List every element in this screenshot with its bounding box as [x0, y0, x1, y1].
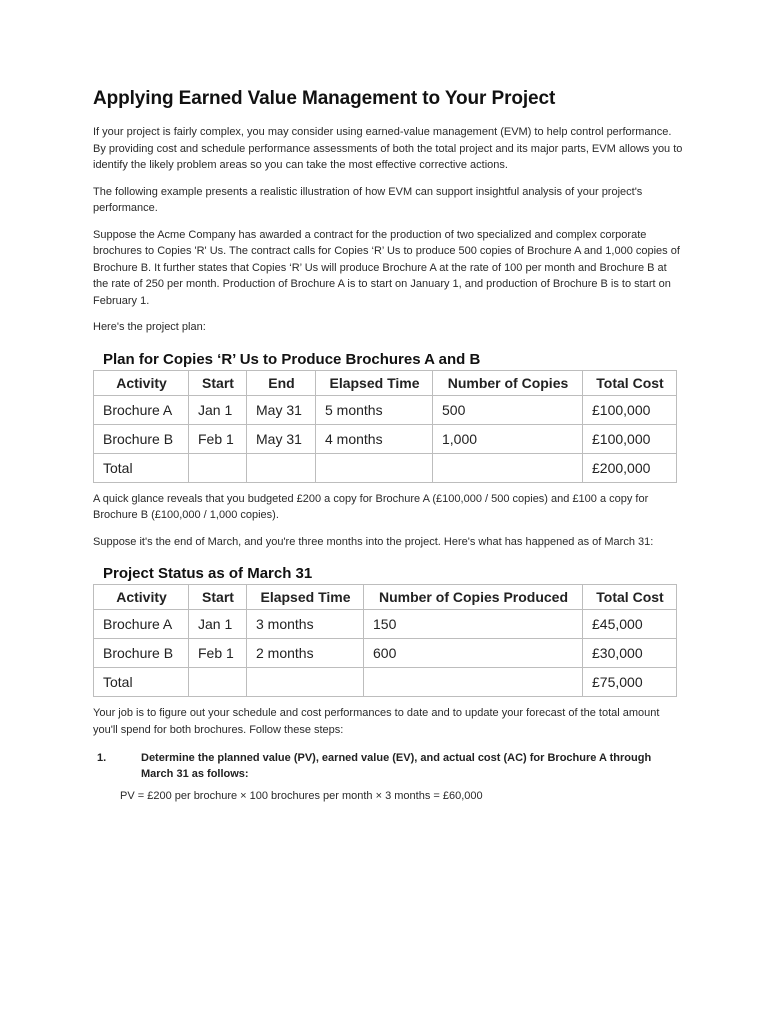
example-paragraph: The following example presents a realistic illustration of how EVM can support insightful analysis of your project's performance.: [93, 185, 643, 214]
status-table-header-row: [94, 585, 677, 610]
scenario-paragraph: Suppose the Acme Company has awarded a contract for the production of two specialized and complex corporate brochures to Copies 'R' Us. The contract calls for Copies ‘R’ Us to produce 500 copies of Brochure A and 1,000 copies of Brochure B. It further states that Copies ‘R’ Us will produce Brochure A at the rate of 100 per month and Brochure B at the rate of 250 per month. Production of Brochure A is to start on January 1, and production of Brochure B is to start on February 1.: [93, 228, 680, 307]
status-header-cell: Activity: [94, 585, 189, 610]
table-cell: 150: [364, 610, 583, 639]
page-title: Applying Earned Value Management to Your Project: [93, 88, 556, 109]
table-cell: [247, 668, 364, 697]
table-cell: Total: [94, 453, 189, 482]
document-page: [93, 88, 683, 802]
table-cell: 5 months: [316, 395, 433, 424]
table-cell: 500: [433, 395, 583, 424]
pv-formula: PV = £200 per brochure × 100 brochures per month × 3 months = £60,000: [120, 790, 483, 802]
plan-header-cell: Elapsed Time: [316, 370, 433, 395]
step-number: 1.: [97, 752, 107, 764]
table-cell: £100,000: [583, 395, 677, 424]
plan-table: [93, 370, 677, 483]
status-table-heading: Project Status as of March 31: [103, 565, 313, 582]
table-cell: [364, 668, 583, 697]
table-cell: [189, 453, 247, 482]
table-cell: [189, 668, 247, 697]
status-header-cell: Elapsed Time: [247, 585, 364, 610]
table-cell: £100,000: [583, 424, 677, 453]
table-cell: £45,000: [583, 610, 677, 639]
table-cell: 1,000: [433, 424, 583, 453]
table-row: [94, 453, 677, 482]
table-row: [94, 639, 677, 668]
status-lead-paragraph: Suppose it's the end of March, and you're three months into the project. Here's what has happened as of March 31:: [93, 535, 654, 548]
table-row: [94, 424, 677, 453]
plan-header-cell: Total Cost: [583, 370, 677, 395]
table-cell: [316, 453, 433, 482]
status-header-cell: Start: [189, 585, 247, 610]
plan-header-cell: Activity: [94, 370, 189, 395]
status-header-cell: Total Cost: [583, 585, 677, 610]
table-row: [94, 395, 677, 424]
table-cell: Brochure B: [94, 639, 189, 668]
step-text: Determine the planned value (PV), earned value (EV), and actual cost (AC) for Brochure A through March 31 as follows:: [141, 752, 652, 780]
table-cell: May 31: [247, 395, 316, 424]
table-cell: Brochure B: [94, 424, 189, 453]
status-header-cell: Number of Copies Produced: [364, 585, 583, 610]
plan-header-cell: End: [247, 370, 316, 395]
plan-table-heading: Plan for Copies ‘R’ Us to Produce Brochures A and B: [103, 350, 481, 368]
steps-list: [93, 750, 683, 782]
plan-header-cell: Start: [189, 370, 247, 395]
plan-table-header-row: [94, 370, 677, 395]
table-cell: Jan 1: [189, 610, 247, 639]
table-cell: 3 months: [247, 610, 364, 639]
task-paragraph: Your job is to figure out your schedule and cost performances to date and to update your forecast of the total amount you'll spend for both brochures. Follow these steps:: [93, 707, 660, 736]
table-cell: 600: [364, 639, 583, 668]
table-cell: Brochure A: [94, 395, 189, 424]
budget-paragraph: A quick glance reveals that you budgeted £200 a copy for Brochure A (£100,000 / 500 copies) and £100 a copy for Brochure B (£100,000 / 1,000 copies).: [93, 492, 649, 521]
table-cell: [247, 453, 316, 482]
table-cell: £75,000: [583, 668, 677, 697]
table-cell: May 31: [247, 424, 316, 453]
table-cell: Jan 1: [189, 395, 247, 424]
table-cell: 4 months: [316, 424, 433, 453]
plan-header-cell: Number of Copies: [433, 370, 583, 395]
table-cell: £30,000: [583, 639, 677, 668]
table-row: [94, 610, 677, 639]
table-cell: Total: [94, 668, 189, 697]
intro-paragraph: If your project is fairly complex, you may consider using earned-value management (EVM) to help control performance. By providing cost and schedule performance assessments of both the total project and its major parts, EVM allows you to identify the likely problem areas so you can take the most effective corrective actions.: [93, 126, 683, 171]
table-cell: [433, 453, 583, 482]
table-cell: Feb 1: [189, 424, 247, 453]
table-cell: 2 months: [247, 639, 364, 668]
list-item: [93, 750, 683, 782]
table-row: [94, 668, 677, 697]
status-table: [93, 584, 677, 697]
table-cell: Brochure A: [94, 610, 189, 639]
table-cell: Feb 1: [189, 639, 247, 668]
plan-lead-paragraph: Here's the project plan:: [93, 321, 206, 333]
table-cell: £200,000: [583, 453, 677, 482]
